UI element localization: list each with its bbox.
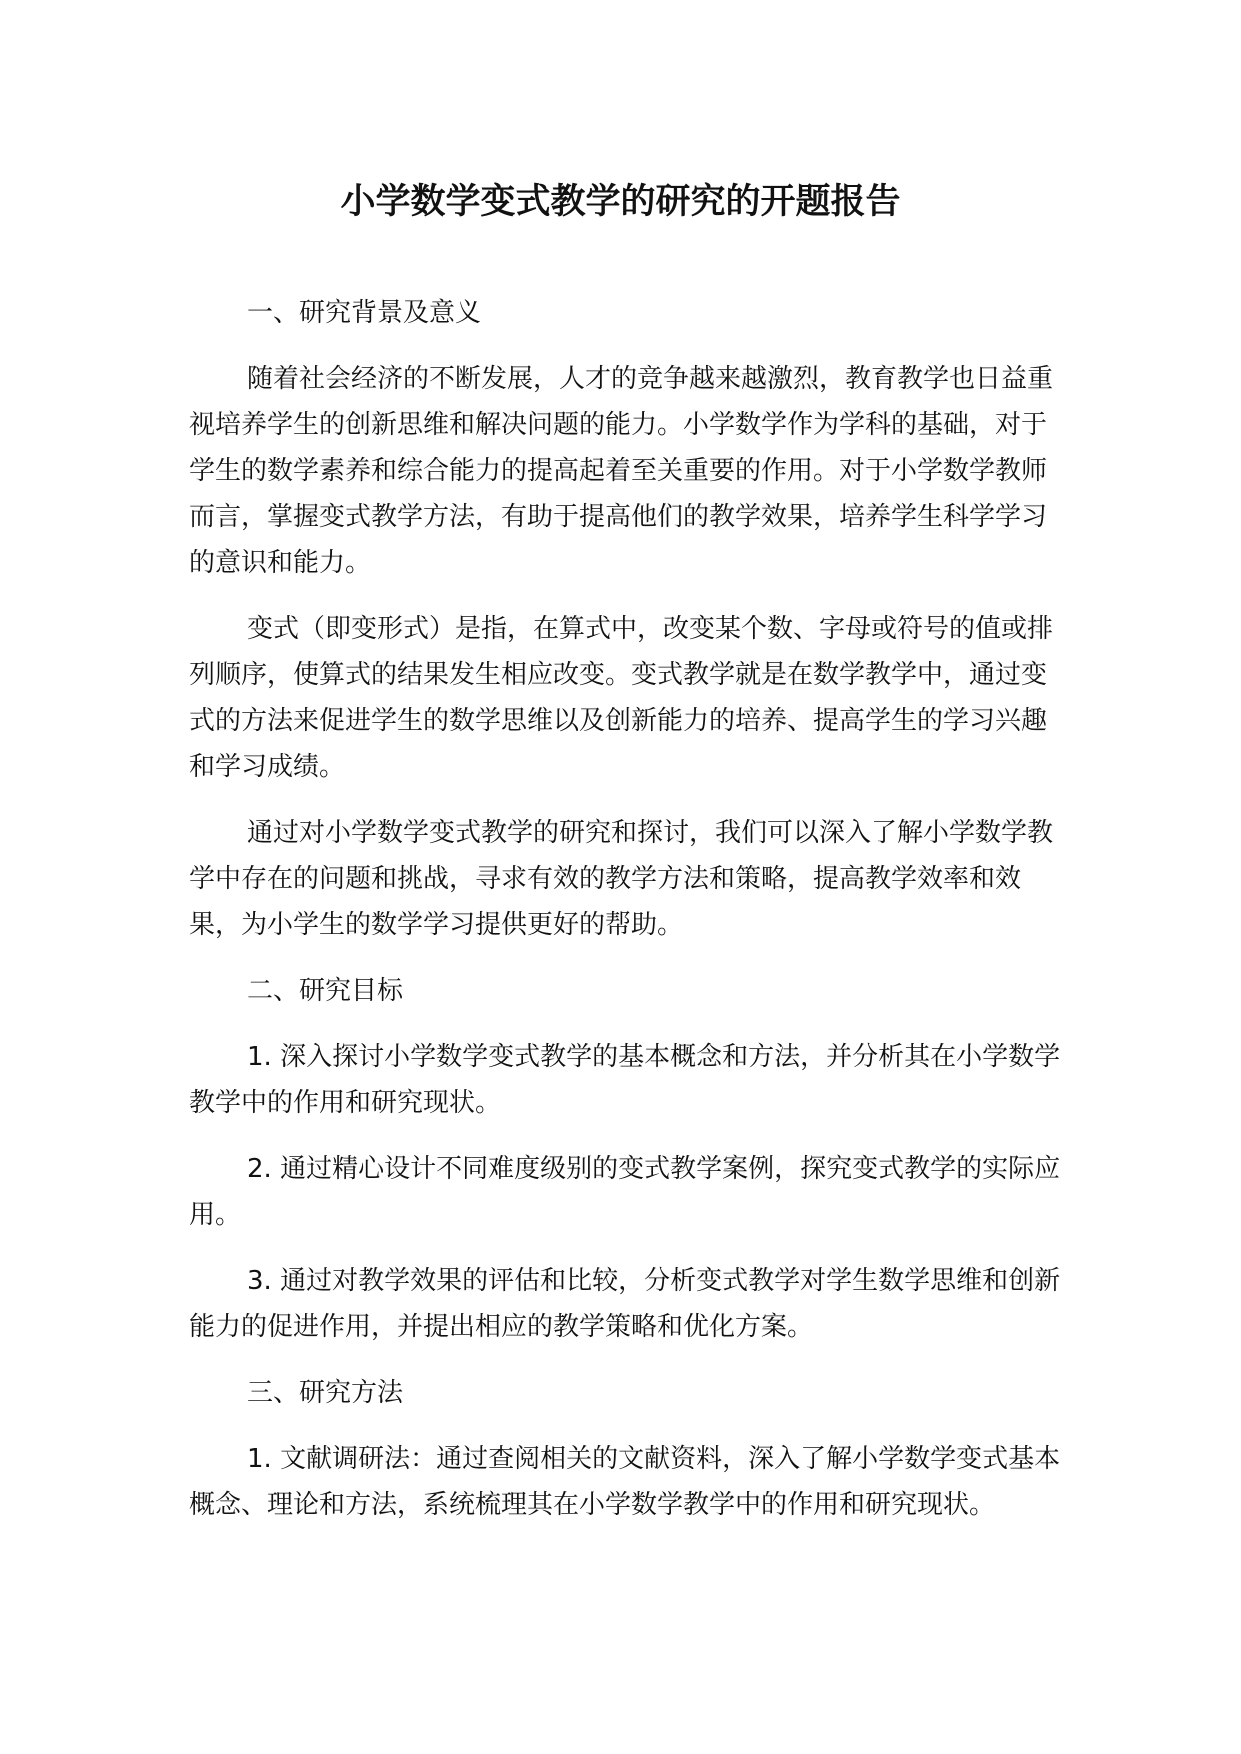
section-heading-methods: 三、研究方法 (247, 1378, 404, 1408)
paragraph-goal-3: 3. 通过对教学效果的评估和比较，分析变式教学对学生数学思维和创新能力的促进作用，并提出相应的教学策略和优化方案。 (189, 1266, 1061, 1342)
document-body (189, 290, 1069, 1548)
section-heading-background: 一、研究背景及意义 (247, 298, 482, 328)
paragraph-background-3: 通过对小学数学变式教学的研究和探讨，我们可以深入了解小学数学教学中存在的问题和挑战，寻求有效的教学方法和策略，提高教学效率和效果，为小学生的数学学习提供更好的帮助。 (189, 818, 1054, 940)
paragraph-background-1: 随着社会经济的不断发展，人才的竞争越来越激烈，教育教学也日益重视培养学生的创新思维和解决问题的能力。小学数学作为学科的基础，对于学生的数学素养和综合能力的提高起着至关重要的作用。对于小学数学教师而言，掌握变式教学方法，有助于提高他们的教学效果，培养学生科学学习的意识和能力。 (189, 364, 1054, 578)
paragraph-method-1: 1. 文献调研法：通过查阅相关的文献资料，深入了解小学数学变式基本概念、理论和方法，系统梳理其在小学数学教学中的作用和研究现状。 (189, 1444, 1061, 1520)
paragraph-goal-1: 1. 深入探讨小学数学变式教学的基本概念和方法，并分析其在小学数学教学中的作用和研究现状。 (189, 1042, 1061, 1118)
section-heading-goals: 二、研究目标 (247, 976, 404, 1006)
document-title: 小学数学变式教学的研究的开题报告 (340, 182, 901, 222)
paragraph-goal-2: 2. 通过精心设计不同难度级别的变式教学案例，探究变式教学的实际应用。 (189, 1154, 1061, 1230)
paragraph-background-2: 变式（即变形式）是指，在算式中，改变某个数、字母或符号的值或排列顺序，使算式的结果发生相应改变。变式教学就是在数学教学中，通过变式的方法来促进学生的数学思维以及创新能力的培养、提高学生的学习兴趣和学习成绩。 (189, 614, 1054, 782)
